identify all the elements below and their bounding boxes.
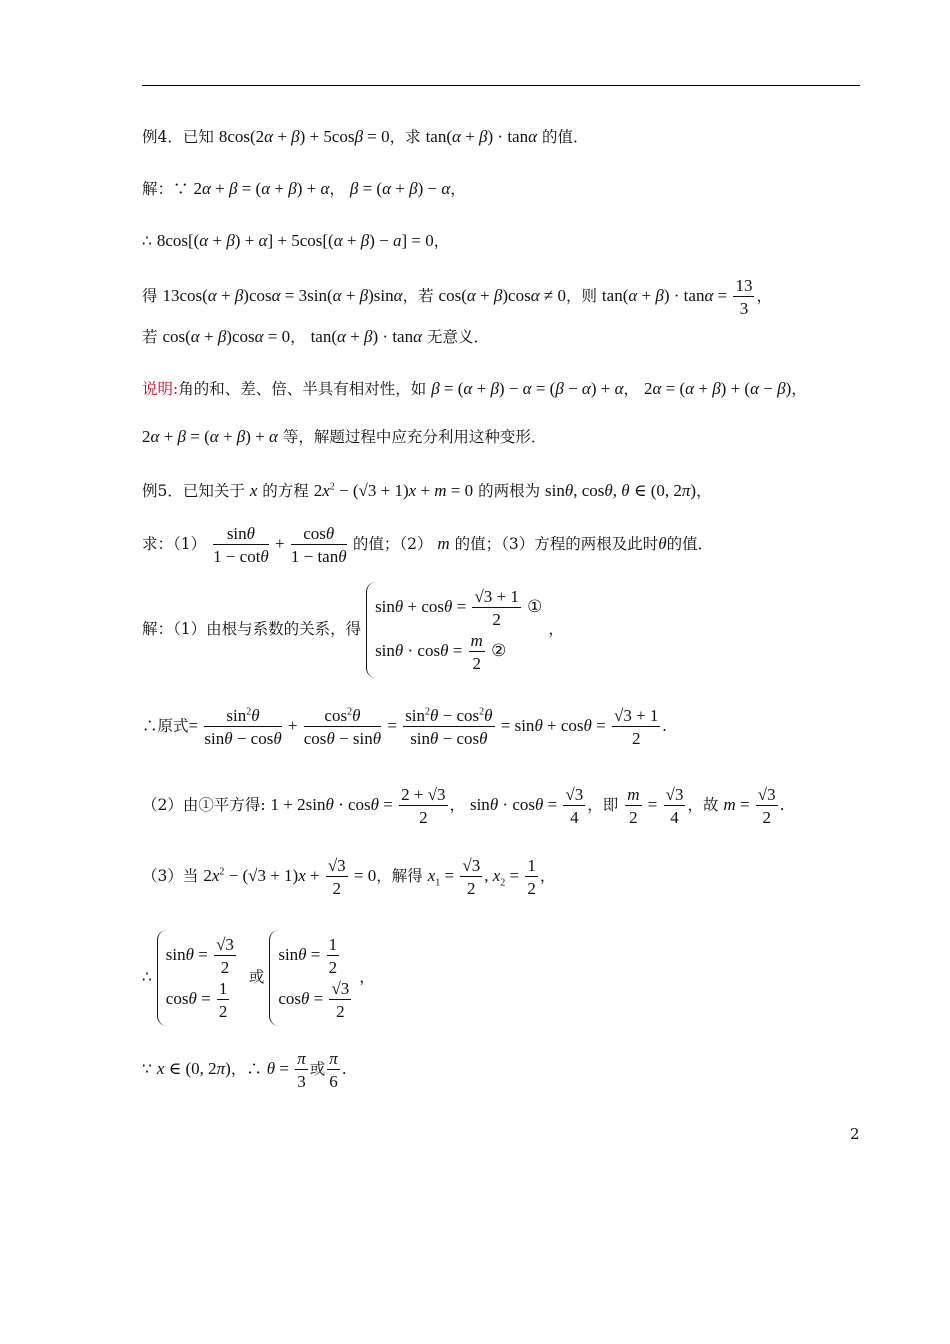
- header-rule: [142, 85, 860, 86]
- ex5-final: ∵ x ∈ (0, 2π)，∴ θ = $\frac{\pi}{3}$ 或 $\frac{\pi}{6}$ .: [142, 1049, 347, 1091]
- ex4-statement: 例4．已知 8cos(2α + β) + 5cosβ = 0，求 tan(α + β) · tanα 的值．: [142, 127, 589, 146]
- ex5-ask: 求：（1） $\frac{\sin\theta}{1 - \cot\theta}$ + $\frac{\cos\theta}{1 - \tan\theta}$ 的值；（2） m 的值；（3）方程的两根及此时θ的值．: [142, 524, 714, 566]
- ex4-solution-line1: 解：∵ 2α + β = (α + β) + α， β = (α + β) − α，: [142, 179, 466, 198]
- ex4-solution-line3: 得 13cos(α + β)cosα = 3sin(α + β)sinα，若 cos(α + β)cosα ≠ 0，则 tan(α + β) · tanα = $\frac{13}{3}$ ，: [142, 276, 772, 318]
- ex4-intro: 例4．已知: [142, 128, 214, 146]
- ex4-solution-line2: ∴ 8cos[(α + β) + α] + 5cos[(α + β) − a] = 0，: [142, 231, 450, 250]
- ex4-note: 说明:角的和、差、倍、半具有相对性，如 β = (α + β) − α = (β − α) + α， 2α = (α + β) + (α − β)，: [142, 379, 807, 398]
- ex4-note-line2: 2α + β = (α + β) + α 等，解题过程中应充分利用这种变形．: [142, 427, 547, 446]
- ex5-statement: 例5．已知关于 x 的方程 $2x^2 - (√3 + 1)x + m = 0$ 的两根为 sinθ, cosθ, θ ∈ (0, 2π)，: [142, 481, 712, 500]
- page-number: 2: [850, 1125, 860, 1143]
- note-label: 说明:: [142, 380, 179, 398]
- ex5-cases: ∴ sinθ = $\frac{√3}{2}$ cosθ = $\frac{1}{2}$ 或 sinθ = $\frac{1}{2}$ cosθ = $\frac{√3}{2}$ ，: [142, 930, 375, 1026]
- ex5-original-expr: ∴原式= $\frac{\sin^2\theta}{\sin\theta - \cos\theta}$ + $\frac{\cos^2\theta}{\cos\theta - \sin\theta}$ = $\frac{\sin^2\theta - \cos^2\theta}{\sin\theta - \cos\theta}$ = sinθ + cosθ = $\frac{√3 + 1}{2}$ .: [142, 706, 667, 748]
- ex5-sol3: （3）当 $2x^2 - (√3 + 1)x$ + $\frac{√3}{2}$ = 0，解得 $x_1$ = $\frac{√3}{2}$ , $x_2$ = $\frac{1}{2}$ ，: [142, 856, 556, 898]
- ex5-sol2: （2）由①平方得: 1 + 2sinθ · cosθ = $\frac{2 + √3}{2}$ ， sinθ · cosθ = $\frac{√3}{4}$ ，即 $\frac{m}{2}$ = $\frac{√3}{4}$ ，故 m = $\frac{√3}{2}$ .: [142, 785, 785, 827]
- ex5-sol1: 解：（1）由根与系数的关系，得 sinθ + cosθ = $\frac{√3 + 1}{2}$ ① sinθ · cosθ = $\frac{m}{2}$ ② ，: [142, 582, 564, 678]
- ex4-solution-line4: 若 cos(α + β)cosα = 0， tan(α + β) · tanα 无意义．: [142, 327, 489, 346]
